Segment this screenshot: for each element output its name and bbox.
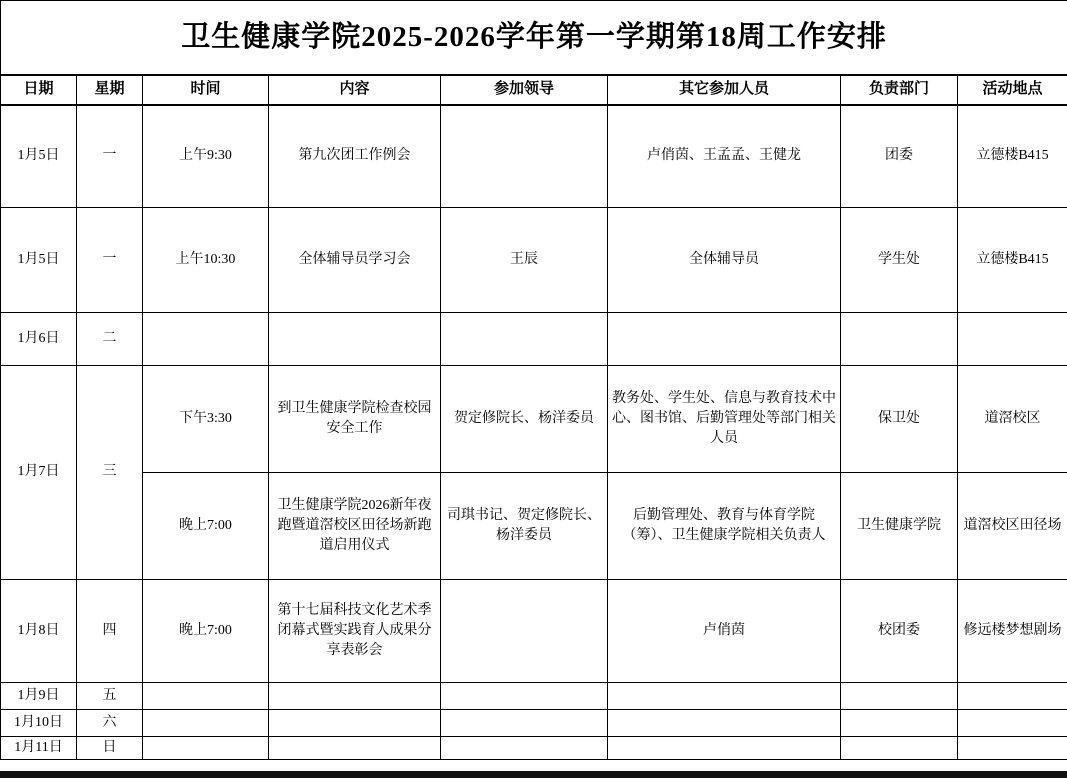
cell-weekday: 一	[77, 105, 143, 208]
col-header-participants: 其它参加人员	[608, 75, 841, 105]
cell-time: 下午3:30	[143, 366, 269, 473]
cell-date: 1月8日	[1, 580, 77, 683]
cell-time: 上午9:30	[143, 105, 269, 208]
cell-content: 到卫生健康学院检查校园安全工作	[269, 366, 441, 473]
cell-date: 1月10日	[1, 710, 77, 737]
cell-participants	[608, 683, 841, 710]
cell-content: 全体辅导员学习会	[269, 208, 441, 313]
cell-department	[841, 737, 958, 760]
cell-department: 团委	[841, 105, 958, 208]
cell-content	[269, 313, 441, 366]
cell-weekday: 二	[77, 313, 143, 366]
col-header-content: 内容	[269, 75, 441, 105]
cell-leaders: 王辰	[441, 208, 608, 313]
cell-content: 卫生健康学院2026新年夜跑暨道滘校区田径场新跑道启用仪式	[269, 473, 441, 580]
bottom-edge-bar	[0, 771, 1067, 778]
cell-date: 1月11日	[1, 737, 77, 760]
cell-leaders: 司琪书记、贺定修院长、杨洋委员	[441, 473, 608, 580]
cell-location	[958, 710, 1067, 737]
cell-weekday: 一	[77, 208, 143, 313]
cell-weekday: 三	[77, 366, 143, 580]
cell-time	[143, 737, 269, 760]
cell-leaders	[441, 683, 608, 710]
cell-weekday: 六	[77, 710, 143, 737]
cell-leaders	[441, 313, 608, 366]
col-header-leaders: 参加领导	[441, 75, 608, 105]
table-row	[1, 366, 1067, 473]
cell-location: 立德楼B415	[958, 105, 1067, 208]
cell-date: 1月6日	[1, 313, 77, 366]
cell-weekday: 五	[77, 683, 143, 710]
cell-time: 上午10:30	[143, 208, 269, 313]
cell-time: 晚上7:00	[143, 580, 269, 683]
cell-department	[841, 313, 958, 366]
cell-content: 第十七届科技文化艺术季闭幕式暨实践育人成果分享表彰会	[269, 580, 441, 683]
cell-location	[958, 313, 1067, 366]
page-title: 卫生健康学院2025-2026学年第一学期第18周工作安排	[1, 1, 1067, 75]
col-header-time: 时间	[143, 75, 269, 105]
cell-participants: 全体辅导员	[608, 208, 841, 313]
cell-location: 道滘校区田径场	[958, 473, 1067, 580]
cell-content	[269, 710, 441, 737]
cell-date: 1月7日	[1, 366, 77, 580]
table-row	[1, 683, 1067, 710]
cell-weekday: 日	[77, 737, 143, 760]
cell-time	[143, 683, 269, 710]
title-row	[1, 1, 1067, 75]
cell-location: 道滘校区	[958, 366, 1067, 473]
cell-date: 1月9日	[1, 683, 77, 710]
cell-participants: 卢俏茵、王孟孟、王健龙	[608, 105, 841, 208]
table-row	[1, 313, 1067, 366]
cell-location	[958, 683, 1067, 710]
cell-location: 修远楼梦想剧场	[958, 580, 1067, 683]
cell-leaders	[441, 710, 608, 737]
cell-content: 第九次团工作例会	[269, 105, 441, 208]
cell-weekday: 四	[77, 580, 143, 683]
cell-date: 1月5日	[1, 208, 77, 313]
cell-location	[958, 737, 1067, 760]
cell-time: 晚上7:00	[143, 473, 269, 580]
col-header-date: 日期	[1, 75, 77, 105]
cell-department	[841, 683, 958, 710]
cell-participants: 后勤管理处、教育与体育学院（筹）、卫生健康学院相关负责人	[608, 473, 841, 580]
cell-department: 校团委	[841, 580, 958, 683]
col-header-department: 负责部门	[841, 75, 958, 105]
cell-participants: 卢俏茵	[608, 580, 841, 683]
cell-leaders: 贺定修院长、杨洋委员	[441, 366, 608, 473]
cell-participants	[608, 710, 841, 737]
cell-time	[143, 313, 269, 366]
cell-leaders	[441, 105, 608, 208]
cell-department: 卫生健康学院	[841, 473, 958, 580]
table-row	[1, 105, 1067, 208]
cell-department	[841, 710, 958, 737]
cell-leaders	[441, 580, 608, 683]
table-row	[1, 710, 1067, 737]
col-header-weekday: 星期	[77, 75, 143, 105]
cell-participants: 教务处、学生处、信息与教育技术中心、图书馆、后勤管理处等部门相关人员	[608, 366, 841, 473]
cell-leaders	[441, 737, 608, 760]
cell-participants	[608, 737, 841, 760]
table-row	[1, 208, 1067, 313]
table-row	[1, 580, 1067, 683]
cell-date: 1月5日	[1, 105, 77, 208]
cell-department: 保卫处	[841, 366, 958, 473]
header-row	[1, 75, 1067, 105]
col-header-location: 活动地点	[958, 75, 1067, 105]
cell-time	[143, 710, 269, 737]
cell-location: 立德楼B415	[958, 208, 1067, 313]
cell-content	[269, 683, 441, 710]
cell-content	[269, 737, 441, 760]
cell-department: 学生处	[841, 208, 958, 313]
cell-participants	[608, 313, 841, 366]
table-row	[1, 737, 1067, 760]
table-row	[1, 473, 1067, 580]
